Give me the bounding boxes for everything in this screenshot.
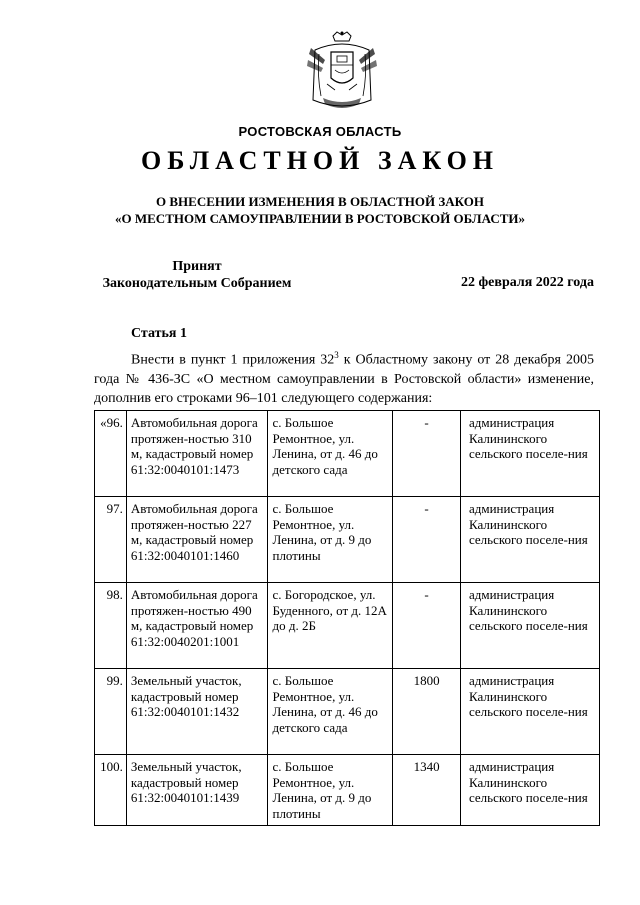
row-number: 100. <box>95 755 127 826</box>
table-row <box>95 497 600 583</box>
object-location: с. Богородское, ул. Буденного, от д. 12А до д. 2Б <box>268 583 393 669</box>
object-location: с. Большое Ремонтное, ул. Ленина, от д. 9 до плотины <box>268 497 393 583</box>
article-title: Статья 1 <box>131 326 187 341</box>
row-number: 99. <box>95 669 127 755</box>
object-area: 1800 <box>393 669 461 755</box>
object-location: с. Большое Ремонтное, ул. Ленина, от д. 9 до плотины <box>268 755 393 826</box>
law-subject <box>0 193 640 227</box>
object-area: 1340 <box>393 755 461 826</box>
table-row <box>95 411 600 497</box>
adoption-line-1: Принят <box>172 259 222 274</box>
object-administration: администрация Калининского сельского поселе-ния <box>460 497 599 583</box>
row-number: «96. <box>95 411 127 497</box>
object-name: Автомобильная дорога протяжен-ностью 310 м, кадастровый номер 61:32:0040101:1473 <box>126 411 268 497</box>
object-name: Автомобильная дорога протяжен-ностью 227 м, кадастровый номер 61:32:0040101:1460 <box>126 497 268 583</box>
adoption-date: 22 февраля 2022 года <box>461 275 594 290</box>
article-text-superscript: 3 <box>334 350 339 360</box>
row-number: 98. <box>95 583 127 669</box>
object-location: с. Большое Ремонтное, ул. Ленина, от д. 46 до детского сада <box>268 411 393 497</box>
amendment-table <box>94 410 600 826</box>
object-administration: администрация Калининского сельского поселе-ния <box>460 583 599 669</box>
article-text-part-2: к Областному закону от 28 декабря 2005 года № 436-ЗС «О местном самоуправлении в Ростовской области» изменение, дополнив его строками 96–101 следующего содержания: <box>94 352 594 406</box>
object-area: - <box>393 497 461 583</box>
object-administration: администрация Калининского сельского поселе-ния <box>460 669 599 755</box>
article-text <box>94 346 594 408</box>
article-text-part-1: Внести в пункт 1 приложения 32 <box>131 352 335 368</box>
adoption-line-2: Законодательным Собранием <box>102 276 292 291</box>
object-administration: администрация Калининского сельского поселе-ния <box>460 411 599 497</box>
law-subject-line-2: «О МЕСТНОМ САМОУПРАВЛЕНИИ В РОСТОВСКОЙ ОБЛАСТИ» <box>115 211 525 226</box>
table-row <box>95 755 600 826</box>
row-number: 97. <box>95 497 127 583</box>
object-name: Земельный участок, кадастровый номер 61:32:0040101:1439 <box>126 755 268 826</box>
object-location: с. Большое Ремонтное, ул. Ленина, от д. 46 до детского сада <box>268 669 393 755</box>
adoption-body <box>92 258 302 292</box>
law-subject-line-1: О ВНЕСЕНИИ ИЗМЕНЕНИЯ В ОБЛАСТНОЙ ЗАКОН <box>156 194 484 209</box>
document-type-title: ОБЛАСТНОЙ ЗАКОН <box>140 146 500 175</box>
table-row <box>95 583 600 669</box>
object-name: Автомобильная дорога протяжен-ностью 490 м, кадастровый номер 61:32:0040201:1001 <box>126 583 268 669</box>
region-title: РОСТОВСКАЯ ОБЛАСТЬ <box>238 124 402 139</box>
object-area: - <box>393 411 461 497</box>
coat-of-arms-emblem <box>305 30 379 114</box>
object-name: Земельный участок, кадастровый номер 61:32:0040101:1432 <box>126 669 268 755</box>
object-administration: администрация Калининского сельского поселе-ния <box>460 755 599 826</box>
object-area: - <box>393 583 461 669</box>
table-row <box>95 669 600 755</box>
article-paragraph <box>94 346 594 408</box>
